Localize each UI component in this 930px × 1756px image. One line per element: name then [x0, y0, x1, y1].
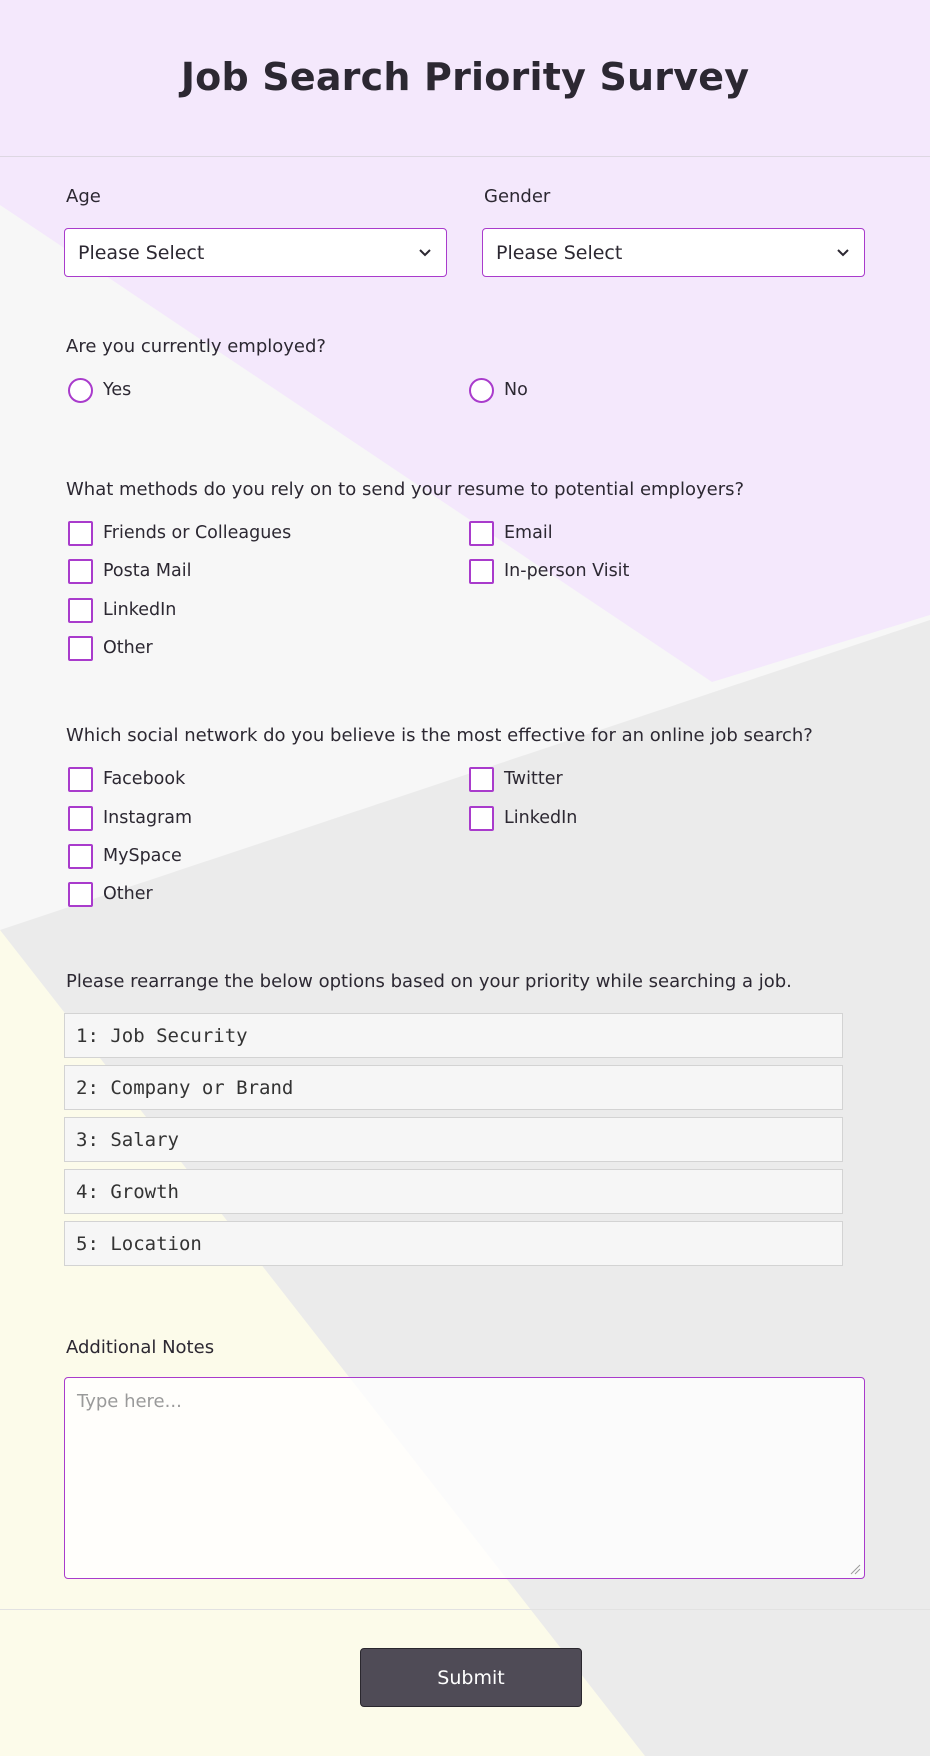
checkbox-in-person-visit[interactable] — [469, 558, 629, 584]
social-network-question: Which social network do you believe is the most effective for an online job search? — [66, 725, 813, 746]
option-label: No — [504, 380, 528, 400]
option-label: Other — [103, 638, 153, 658]
age-select-value: Please Select — [78, 241, 205, 264]
submit-button[interactable]: Submit — [360, 1648, 582, 1707]
option-label: Instagram — [103, 808, 193, 828]
checkbox[interactable] — [68, 559, 93, 584]
option-label: In-person Visit — [504, 561, 630, 581]
checkbox-linkedin[interactable] — [68, 597, 176, 623]
option-label: Email — [504, 523, 553, 543]
checkbox[interactable] — [68, 806, 93, 831]
checkbox[interactable] — [68, 882, 93, 907]
option-label: Facebook — [103, 769, 186, 789]
checkbox-other-network[interactable] — [68, 881, 153, 907]
radio-option-yes[interactable] — [68, 377, 131, 403]
age-select[interactable] — [64, 228, 447, 277]
rank-item-location[interactable]: 5: Location — [64, 1221, 843, 1266]
notes-label: Additional Notes — [66, 1337, 215, 1358]
option-label: Posta Mail — [103, 561, 192, 581]
option-label: MySpace — [103, 846, 182, 866]
employed-question: Are you currently employed? — [66, 336, 326, 357]
checkbox[interactable] — [469, 521, 494, 546]
gender-select[interactable] — [482, 228, 865, 277]
radio-option-no[interactable] — [469, 377, 528, 403]
resume-methods-question: What methods do you rely on to send your resume to potential employers? — [66, 479, 745, 500]
checkbox-email[interactable] — [469, 520, 553, 546]
rank-item-growth[interactable]: 4: Growth — [64, 1169, 843, 1214]
priority-question: Please rearrange the below options based on your priority while searching a job. — [66, 971, 792, 992]
checkbox-twitter[interactable] — [469, 766, 563, 792]
checkbox-linkedin-network[interactable] — [469, 805, 577, 831]
footer-divider — [0, 1609, 930, 1610]
chevron-down-icon — [417, 244, 433, 260]
chevron-down-icon — [835, 244, 851, 260]
checkbox[interactable] — [68, 636, 93, 661]
resize-grip-icon[interactable] — [850, 1564, 861, 1575]
form-title: Job Search Priority Survey — [180, 55, 750, 99]
checkbox[interactable] — [68, 844, 93, 869]
gender-label: Gender — [484, 186, 551, 207]
checkbox[interactable] — [469, 559, 494, 584]
radio-button[interactable] — [68, 378, 93, 403]
radio-button[interactable] — [469, 378, 494, 403]
rank-item-salary[interactable]: 3: Salary — [64, 1117, 843, 1162]
rank-item-company-or-brand[interactable]: 2: Company or Brand — [64, 1065, 843, 1110]
option-label: Yes — [103, 380, 132, 400]
notes-textarea[interactable] — [64, 1377, 865, 1579]
checkbox[interactable] — [469, 806, 494, 831]
checkbox-other[interactable] — [68, 635, 153, 661]
checkbox-posta-mail[interactable] — [68, 558, 191, 584]
option-label: Friends or Colleagues — [103, 523, 292, 543]
option-label: LinkedIn — [103, 600, 177, 620]
option-label: Other — [103, 884, 153, 904]
form-header — [0, 0, 930, 157]
checkbox-friends-or-colleagues[interactable] — [68, 520, 291, 546]
age-label: Age — [66, 186, 101, 207]
checkbox[interactable] — [68, 767, 93, 792]
checkbox[interactable] — [469, 767, 494, 792]
option-label: LinkedIn — [504, 808, 578, 828]
checkbox-instagram[interactable] — [68, 805, 192, 831]
checkbox[interactable] — [68, 521, 93, 546]
checkbox-myspace[interactable] — [68, 843, 182, 869]
gender-select-value: Please Select — [496, 241, 623, 264]
option-label: Twitter — [504, 769, 563, 789]
checkbox[interactable] — [68, 598, 93, 623]
rank-item-job-security[interactable]: 1: Job Security — [64, 1013, 843, 1058]
checkbox-facebook[interactable] — [68, 766, 185, 792]
